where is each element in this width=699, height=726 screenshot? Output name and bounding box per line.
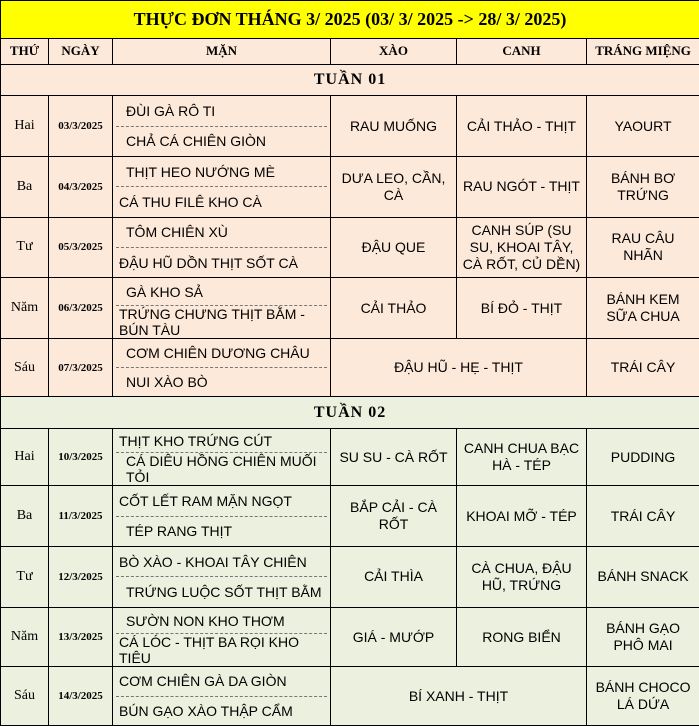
- date-cell: 04/3/2025: [49, 156, 113, 217]
- weekday-cell: Hai: [1, 428, 49, 486]
- table-row: [1, 217, 699, 278]
- weekday-cell: Hai: [1, 96, 49, 157]
- xao-cell: GIÁ - MƯỚP: [331, 607, 457, 667]
- man-dish: TÔM CHIÊN XÙ: [126, 224, 228, 241]
- man-cell: [113, 278, 331, 339]
- xao-canh-cell: BÍ XANH - THỊT: [331, 667, 587, 726]
- man-cell: [113, 667, 331, 726]
- table-row: [1, 486, 699, 547]
- table-row: [1, 338, 699, 397]
- table-row: [1, 428, 699, 486]
- canh-cell: CÀ CHUA, ĐẬU HŨ, TRỨNG: [457, 547, 587, 608]
- man-dish: BÒ XÀO - KHOAI TÂY CHIÊN: [119, 553, 307, 570]
- canh-cell: CẢI THẢO - THỊT: [457, 96, 587, 157]
- xao-cell: RAU MUỐNG: [331, 96, 457, 157]
- weekday-cell: Năm: [1, 607, 49, 667]
- xao-cell: BẮP CẢI - CÀ RỐT: [331, 486, 457, 547]
- weekday-cell: Tư: [1, 547, 49, 608]
- table-row: [1, 607, 699, 667]
- man-dish: SƯỜN NON KHO THƠM: [126, 612, 285, 629]
- weekday-cell: Ba: [1, 156, 49, 217]
- date-cell: 05/3/2025: [49, 217, 113, 278]
- canh-cell: BÍ ĐỎ - THỊT: [457, 278, 587, 339]
- man-dish: TRỨNG CHƯNG THỊT BẰM - BÚN TÀU: [119, 305, 305, 338]
- trang-mieng-cell: BÁNH KEM SỮA CHUA: [587, 278, 699, 339]
- date-cell: 07/3/2025: [49, 338, 113, 397]
- trang-mieng-cell: BÁNH CHOCO LÁ DỨA: [587, 667, 699, 726]
- trang-mieng-cell: YAOURT: [587, 96, 699, 157]
- man-dish: TRỨNG LUỘC SỐT THỊT BẰM: [126, 584, 322, 601]
- menu-title: THỰC ĐƠN THÁNG 3/ 2025 (03/ 3/ 2025 -> 28/ 3/ 2025): [1, 1, 699, 39]
- trang-mieng-cell: BÁNH SNACK: [587, 547, 699, 608]
- xao-cell: SU SU - CÀ RỐT: [331, 428, 457, 486]
- man-cell: [113, 428, 331, 486]
- trang-mieng-cell: TRÁI CÂY: [587, 486, 699, 547]
- header-thu: THỨ: [1, 38, 49, 64]
- man-dish: CHẢ CÁ CHIÊN GIÒN: [126, 133, 267, 150]
- trang-mieng-cell: PUDDING: [587, 428, 699, 486]
- canh-cell: CANH CHUA BẠC HÀ - TÉP: [457, 428, 587, 486]
- man-dish: GÀ KHO SẢ: [126, 283, 204, 300]
- header-ngay: NGÀY: [49, 38, 113, 64]
- man-dish: CƠM CHIÊN DƯƠNG CHÂU: [126, 345, 310, 361]
- xao-canh-cell: ĐẬU HŨ - HẸ - THỊT: [331, 338, 587, 397]
- table-row: [1, 547, 699, 608]
- man-cell: [113, 96, 331, 157]
- table-row: [1, 278, 699, 339]
- weekday-cell: Ba: [1, 486, 49, 547]
- man-dish: ĐẬU HŨ DỒN THỊT SỐT CÀ: [119, 254, 298, 271]
- xao-cell: CẢI THÌA: [331, 547, 457, 608]
- man-dish: CÁ DIÊU HỒNG CHIÊN MUỐI TỎI: [126, 453, 317, 486]
- weekday-cell: Tư: [1, 217, 49, 278]
- header-canh: CANH: [457, 38, 587, 64]
- man-dish: ĐÙI GÀ RÔ TI: [126, 102, 216, 119]
- xao-cell: DƯA LEO, CẦN, CÀ: [331, 156, 457, 217]
- canh-cell: CANH SÚP (SU SU, KHOAI TÂY, CÀ RỐT, CỦ DỀN): [457, 217, 587, 278]
- xao-cell: ĐẬU QUE: [331, 217, 457, 278]
- man-cell: [113, 338, 331, 397]
- date-cell: 11/3/2025: [49, 486, 113, 547]
- man-dish: CỐT LẾT RAM MẶN NGỌT: [119, 493, 292, 510]
- man-dish: TÉP RANG THỊT: [126, 523, 233, 540]
- trang-mieng-cell: BÁNH BƠ TRỨNG: [587, 156, 699, 217]
- man-dish: BÚN GẠO XÀO THẬP CẨM: [119, 702, 293, 719]
- man-dish: NUI XÀO BÒ: [126, 374, 208, 391]
- man-cell: [113, 607, 331, 667]
- date-cell: 12/3/2025: [49, 547, 113, 608]
- man-cell: [113, 156, 331, 217]
- trang-mieng-cell: TRÁI CÂY: [587, 338, 699, 397]
- date-cell: 13/3/2025: [49, 607, 113, 667]
- canh-cell: KHOAI MỠ - TÉP: [457, 486, 587, 547]
- table-row: [1, 96, 699, 157]
- header-trang-mieng: TRÁNG MIỆNG: [587, 38, 699, 64]
- man-dish: CÁ LÓC - THỊT BA RỌI KHO TIÊU: [119, 634, 299, 667]
- date-cell: 14/3/2025: [49, 667, 113, 726]
- date-cell: 03/3/2025: [49, 96, 113, 157]
- weekday-cell: Sáu: [1, 667, 49, 726]
- canh-cell: RONG BIỂN: [457, 607, 587, 667]
- xao-cell: CẢI THẢO: [331, 278, 457, 339]
- man-cell: [113, 486, 331, 547]
- man-dish: CÁ THU FILÊ KHO CÀ: [119, 193, 262, 210]
- header-man: MẶN: [113, 38, 331, 64]
- date-cell: 10/3/2025: [49, 428, 113, 486]
- date-cell: 06/3/2025: [49, 278, 113, 339]
- man-dish: CƠM CHIÊN GÀ DA GIÒN: [119, 673, 287, 690]
- week-heading: TUẦN 01: [1, 64, 699, 95]
- week-heading: TUẦN 02: [1, 397, 699, 428]
- canh-cell: RAU NGÓT - THỊT: [457, 156, 587, 217]
- table-row: [1, 156, 699, 217]
- man-dish: THỊT HEO NƯỚNG MÈ: [126, 163, 275, 180]
- man-cell: [113, 547, 331, 608]
- weekday-cell: Sáu: [1, 338, 49, 397]
- trang-mieng-cell: RAU CÂU NHÃN: [587, 217, 699, 278]
- header-xao: XÀO: [331, 38, 457, 64]
- man-cell: [113, 217, 331, 278]
- table-row: [1, 667, 699, 726]
- weekday-cell: Năm: [1, 278, 49, 339]
- trang-mieng-cell: BÁNH GẠO PHÔ MAI: [587, 607, 699, 667]
- man-dish: THỊT KHO TRỨNG CÚT: [119, 432, 272, 449]
